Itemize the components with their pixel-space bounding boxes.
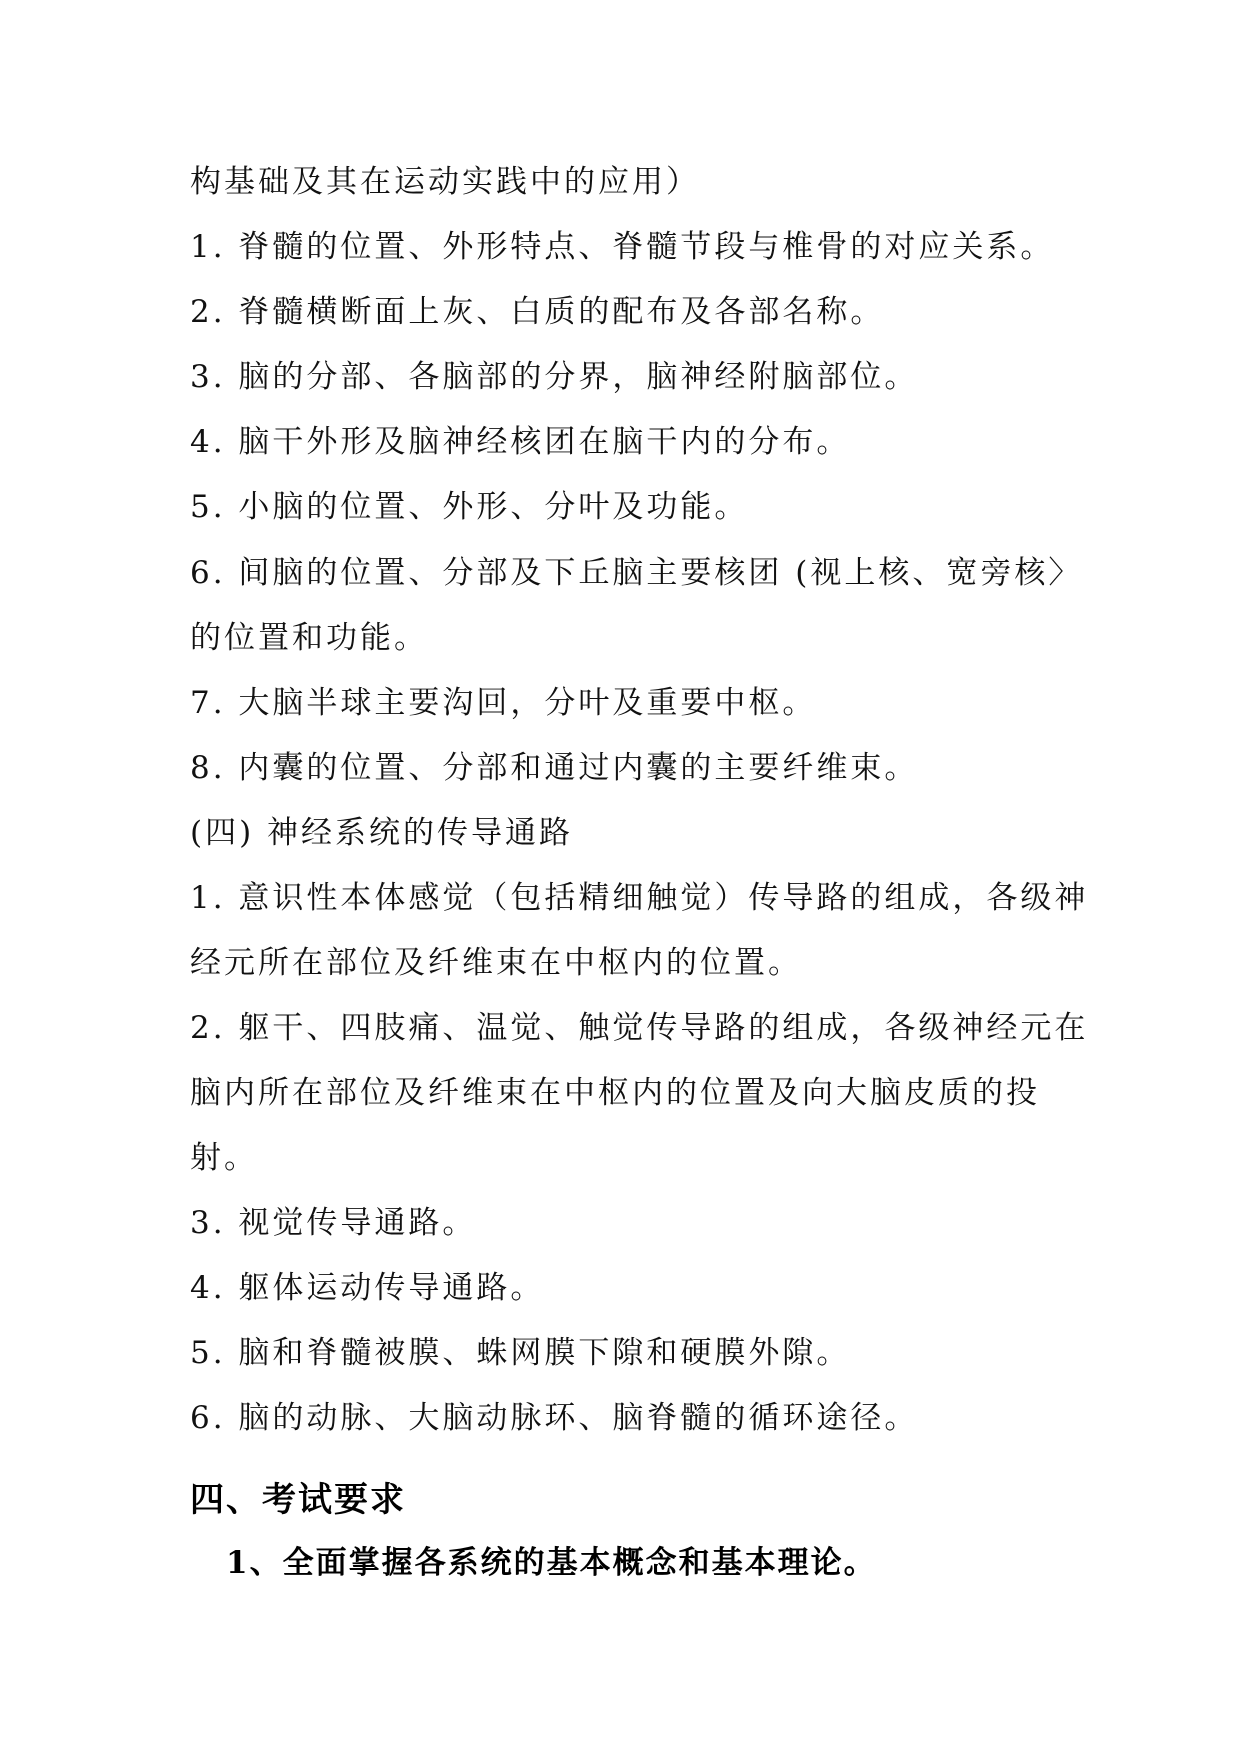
text-line: 脑内所在部位及纤维束在中枢内的位置及向大脑皮质的投 <box>190 1075 1040 1111</box>
text-line: 4. 脑干外形及脑神经核团在脑干内的分布。 <box>190 424 851 460</box>
text-line: 5. 小脑的位置、外形、分叶及功能。 <box>190 489 749 525</box>
text-line: 5. 脑和脊髓被膜、蛛网膜下隙和硬膜外隙。 <box>190 1335 851 1371</box>
text-line: 1. 脊髓的位置、外形特点、脊髓节段与椎骨的对应关系。 <box>190 229 1055 265</box>
text-line: 8. 内囊的位置、分部和通过内囊的主要纤维束。 <box>190 750 919 786</box>
text-line: 7. 大脑半球主要沟回，分叶及重要中枢。 <box>190 685 817 721</box>
text-line: 构基础及其在运动实践中的应用） <box>190 164 700 200</box>
section-heading: 四、考试要求 <box>190 1480 406 1520</box>
subsection-title: (四) 神经系统的传导通路 <box>190 815 574 851</box>
requirement-item: 1、全面掌握各系统的基本概念和基本理论。 <box>226 1545 877 1581</box>
text-line: 1. 意识性本体感觉（包括精细触觉）传导路的组成，各级神 <box>190 880 1089 916</box>
text-line: 2. 躯干、四肢痛、温觉、触觉传导路的组成，各级神经元在 <box>190 1010 1089 1046</box>
text-line: 3. 视觉传导通路。 <box>190 1205 477 1241</box>
text-line: 2. 脊髓横断面上灰、白质的配布及各部名称。 <box>190 294 885 330</box>
text-line: 4. 躯体运动传导通路。 <box>190 1270 545 1306</box>
text-line: 的位置和功能。 <box>190 620 428 656</box>
text-line: 6. 间脑的位置、分部及下丘脑主要核团 (视上核、宽旁核〉 <box>190 555 1083 591</box>
text-line: 3. 脑的分部、各脑部的分界，脑神经附脑部位。 <box>190 359 919 395</box>
text-line: 6. 脑的动脉、大脑动脉环、脑脊髓的循环途径。 <box>190 1400 919 1436</box>
text-line: 射。 <box>190 1140 258 1176</box>
text-line: 经元所在部位及纤维束在中枢内的位置。 <box>190 945 802 981</box>
